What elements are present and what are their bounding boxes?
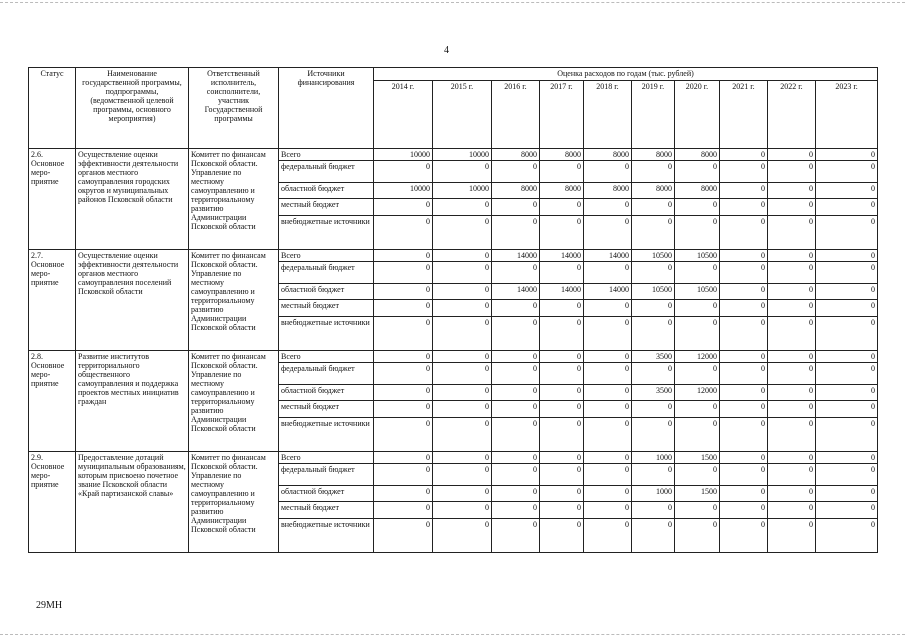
amount-cell: 0 [720,216,768,250]
amount-cell: 0 [816,199,878,216]
amount-cell: 0 [540,216,584,250]
amount-cell: 0 [433,486,492,502]
header-year: 2020 г. [675,81,720,149]
amount-cell: 0 [492,519,540,553]
amount-cell: 10000 [374,183,433,199]
amount-cell: 8000 [584,183,632,199]
amount-cell: 0 [540,199,584,216]
amount-cell: 10000 [433,149,492,161]
amount-cell: 0 [374,418,433,452]
amount-cell: 0 [433,300,492,317]
funding-source-cell: федеральный бюджет [279,262,374,284]
amount-cell: 0 [374,401,433,418]
amount-cell: 0 [492,317,540,351]
amount-cell: 10500 [632,250,675,262]
amount-cell: 14000 [492,284,540,300]
amount-cell: 0 [540,502,584,519]
amount-cell: 0 [768,199,816,216]
amount-cell: 0 [720,363,768,385]
amount-cell: 0 [675,300,720,317]
amount-cell: 14000 [584,284,632,300]
header-year: 2022 г. [768,81,816,149]
status-cell: 2.8. Основное меро- приятие [29,351,76,452]
amount-cell: 0 [816,216,878,250]
responsible-cell: Комитет по финансам Псковской области. Управление по местному самоуправлению и территориальному развитию Администрации Псковской области [189,351,279,452]
amount-cell: 0 [584,486,632,502]
amount-cell: 10500 [675,284,720,300]
amount-cell: 0 [720,183,768,199]
amount-cell: 0 [433,464,492,486]
amount-cell: 0 [768,262,816,284]
amount-cell: 0 [768,401,816,418]
amount-cell: 0 [816,519,878,553]
amount-cell: 0 [433,351,492,363]
amount-cell: 0 [632,401,675,418]
amount-cell: 0 [374,486,433,502]
amount-cell: 0 [720,351,768,363]
amount-cell: 0 [540,486,584,502]
amount-cell: 8000 [675,149,720,161]
amount-cell: 0 [374,363,433,385]
amount-cell: 0 [492,216,540,250]
amount-cell: 0 [374,464,433,486]
amount-cell: 0 [632,519,675,553]
amount-cell: 0 [632,502,675,519]
amount-cell: 0 [632,199,675,216]
amount-cell: 0 [768,183,816,199]
status-cell: 2.7. Основное меро- приятие [29,250,76,351]
funding-source-cell: Всего [279,250,374,262]
amount-cell: 0 [492,199,540,216]
amount-cell: 0 [768,502,816,519]
program-name-cell: Предоставление дотаций муниципальным образованиям, которым присвоено почетное звание Псковской области «Край партизанской славы» [76,452,189,553]
amount-cell: 0 [492,401,540,418]
amount-cell: 0 [768,363,816,385]
amount-cell: 0 [584,418,632,452]
amount-cell: 0 [584,351,632,363]
amount-cell: 3500 [632,351,675,363]
amount-cell: 0 [374,216,433,250]
amount-cell: 0 [584,161,632,183]
amount-cell: 0 [374,250,433,262]
amount-cell: 0 [584,317,632,351]
amount-cell: 0 [492,502,540,519]
amount-cell: 10500 [675,250,720,262]
amount-cell: 10500 [632,284,675,300]
amount-cell: 0 [720,418,768,452]
amount-cell: 0 [433,216,492,250]
amount-cell: 8000 [675,183,720,199]
amount-cell: 0 [374,519,433,553]
amount-cell: 0 [584,401,632,418]
amount-cell: 0 [433,317,492,351]
header-responsible: Ответственный исполнитель, соисполнители, участник Государственной программы [189,68,279,149]
amount-cell: 0 [816,464,878,486]
funding-source-cell: внебюджетные источники [279,519,374,553]
header-year: 2019 г. [632,81,675,149]
amount-cell: 0 [540,161,584,183]
amount-cell: 14000 [584,250,632,262]
amount-cell: 0 [632,363,675,385]
amount-cell: 8000 [492,149,540,161]
amount-cell: 0 [816,418,878,452]
amount-cell: 0 [675,216,720,250]
amount-cell: 0 [720,452,768,464]
amount-cell: 0 [433,502,492,519]
program-name-cell: Осуществление оценки эффективности деятельности органов местного самоуправления поселений Псковской области [76,250,189,351]
header-row-1 [29,68,878,81]
amount-cell: 0 [540,452,584,464]
amount-cell: 0 [433,418,492,452]
amount-cell: 0 [540,363,584,385]
amount-cell: 0 [584,199,632,216]
amount-cell: 0 [374,199,433,216]
funding-source-cell: Всего [279,452,374,464]
amount-cell: 0 [720,464,768,486]
amount-cell: 10000 [374,149,433,161]
amount-cell: 0 [540,464,584,486]
amount-cell: 0 [675,418,720,452]
amount-cell: 0 [433,385,492,401]
amount-cell: 0 [584,519,632,553]
amount-cell: 0 [768,284,816,300]
amount-cell: 1500 [675,452,720,464]
amount-cell: 0 [492,464,540,486]
amount-cell: 0 [540,385,584,401]
amount-cell: 0 [816,502,878,519]
amount-cell: 0 [816,317,878,351]
amount-cell: 0 [374,502,433,519]
amount-cell: 0 [720,284,768,300]
funding-source-cell: внебюджетные источники [279,216,374,250]
amount-cell: 14000 [540,284,584,300]
amount-cell: 0 [768,385,816,401]
amount-cell: 0 [720,385,768,401]
amount-cell: 0 [540,351,584,363]
amount-cell: 0 [720,317,768,351]
amount-cell: 0 [433,401,492,418]
responsible-cell: Комитет по финансам Псковской области. Управление по местному самоуправлению и территориальному развитию Администрации Псковской области [189,149,279,250]
amount-cell: 0 [720,262,768,284]
amount-cell: 10000 [433,183,492,199]
footer-code: 29МН [36,600,63,611]
amount-cell: 0 [374,452,433,464]
amount-cell: 0 [374,284,433,300]
amount-cell: 14000 [540,250,584,262]
amount-cell: 0 [768,486,816,502]
header-status: Статус [29,68,76,149]
amount-cell: 0 [374,300,433,317]
amount-cell: 0 [433,519,492,553]
amount-cell: 0 [675,199,720,216]
amount-cell: 0 [584,385,632,401]
amount-cell: 0 [720,149,768,161]
amount-cell: 0 [492,418,540,452]
funding-source-cell: федеральный бюджет [279,161,374,183]
funding-source-cell: федеральный бюджет [279,464,374,486]
amount-cell: 0 [433,250,492,262]
amount-cell: 0 [816,486,878,502]
amount-cell: 0 [584,216,632,250]
amount-cell: 0 [632,317,675,351]
amount-cell: 0 [768,351,816,363]
amount-cell: 0 [632,161,675,183]
amount-cell: 8000 [492,183,540,199]
amount-cell: 0 [768,519,816,553]
amount-cell: 0 [433,452,492,464]
header-year: 2021 г. [720,81,768,149]
header-expenses: Оценка расходов по годам (тыс. рублей) [374,68,878,81]
amount-cell: 0 [632,216,675,250]
amount-cell: 0 [433,161,492,183]
amount-cell: 0 [768,452,816,464]
amount-cell: 0 [720,486,768,502]
amount-cell: 0 [433,262,492,284]
amount-cell: 0 [492,300,540,317]
amount-cell: 0 [632,464,675,486]
amount-cell: 0 [720,502,768,519]
amount-cell: 0 [374,351,433,363]
table-row [29,250,878,262]
header-name: Наименование государственной программы, подпрограммы, (ведомственной целевой программы, основного мероприятия) [76,68,189,149]
amount-cell: 0 [433,284,492,300]
amount-cell: 0 [768,149,816,161]
amount-cell: 0 [540,418,584,452]
amount-cell: 0 [675,161,720,183]
amount-cell: 0 [492,262,540,284]
amount-cell: 0 [584,262,632,284]
header-sources: Источники финансирования [279,68,374,149]
status-cell: 2.6. Основное меро- приятие [29,149,76,250]
funding-source-cell: Всего [279,149,374,161]
amount-cell: 0 [632,300,675,317]
amount-cell: 0 [492,363,540,385]
amount-cell: 0 [492,161,540,183]
table-row [29,452,878,464]
header-year: 2018 г. [584,81,632,149]
amount-cell: 0 [632,418,675,452]
amount-cell: 0 [768,464,816,486]
amount-cell: 0 [720,401,768,418]
amount-cell: 0 [675,519,720,553]
page-number: 4 [444,45,449,56]
table-row [29,351,878,363]
amount-cell: 0 [816,452,878,464]
program-name-cell: Осуществление оценки эффективности деятельности органов местного самоуправления городских округов и муниципальных районов Псковской области [76,149,189,250]
amount-cell: 0 [374,161,433,183]
amount-cell: 0 [492,351,540,363]
amount-cell: 0 [816,161,878,183]
funding-source-cell: федеральный бюджет [279,363,374,385]
responsible-cell: Комитет по финансам Псковской области. Управление по местному самоуправлению и территориальному развитию Администрации Псковской области [189,250,279,351]
amount-cell: 0 [768,317,816,351]
amount-cell: 1000 [632,452,675,464]
amount-cell: 0 [492,385,540,401]
status-cell: 2.9. Основное меро- приятие [29,452,76,553]
amount-cell: 14000 [492,250,540,262]
amount-cell: 0 [816,300,878,317]
amount-cell: 3500 [632,385,675,401]
amount-cell: 0 [540,262,584,284]
amount-cell: 8000 [540,149,584,161]
amount-cell: 0 [816,262,878,284]
amount-cell: 0 [540,519,584,553]
funding-source-cell: Всего [279,351,374,363]
budget-table [28,67,878,553]
amount-cell: 0 [816,351,878,363]
amount-cell: 0 [540,401,584,418]
amount-cell: 0 [675,464,720,486]
amount-cell: 12000 [675,351,720,363]
amount-cell: 0 [816,183,878,199]
funding-source-cell: внебюджетные источники [279,317,374,351]
funding-source-cell: местный бюджет [279,401,374,418]
funding-source-cell: местный бюджет [279,502,374,519]
amount-cell: 0 [720,250,768,262]
amount-cell: 0 [768,216,816,250]
amount-cell: 0 [816,363,878,385]
amount-cell: 0 [675,262,720,284]
amount-cell: 0 [374,262,433,284]
amount-cell: 0 [816,250,878,262]
amount-cell: 0 [584,464,632,486]
amount-cell: 0 [768,250,816,262]
amount-cell: 8000 [632,149,675,161]
table-row [29,149,878,161]
amount-cell: 1500 [675,486,720,502]
amount-cell: 0 [492,486,540,502]
funding-source-cell: внебюджетные источники [279,418,374,452]
amount-cell: 0 [720,199,768,216]
bottom-scan-edge [0,634,905,635]
funding-source-cell: областной бюджет [279,284,374,300]
amount-cell: 0 [584,452,632,464]
amount-cell: 0 [768,161,816,183]
top-scan-edge [0,2,905,3]
amount-cell: 0 [675,502,720,519]
header-year: 2017 г. [540,81,584,149]
amount-cell: 0 [433,199,492,216]
program-name-cell: Развитие институтов территориального общественного самоуправления и поддержка проектов местных инициатив граждан [76,351,189,452]
responsible-cell: Комитет по финансам Псковской области. Управление по местному самоуправлению и территориальному развитию Администрации Псковской области [189,452,279,553]
amount-cell: 0 [584,502,632,519]
amount-cell: 0 [540,317,584,351]
amount-cell: 0 [816,401,878,418]
amount-cell: 1000 [632,486,675,502]
funding-source-cell: областной бюджет [279,486,374,502]
amount-cell: 12000 [675,385,720,401]
amount-cell: 0 [675,317,720,351]
amount-cell: 0 [816,149,878,161]
amount-cell: 0 [720,161,768,183]
amount-cell: 0 [632,262,675,284]
table-body [29,149,878,553]
header-year: 2016 г. [492,81,540,149]
amount-cell: 0 [675,401,720,418]
amount-cell: 0 [584,300,632,317]
amount-cell: 8000 [584,149,632,161]
amount-cell: 0 [675,363,720,385]
amount-cell: 8000 [540,183,584,199]
amount-cell: 0 [374,385,433,401]
funding-source-cell: областной бюджет [279,183,374,199]
amount-cell: 0 [768,300,816,317]
amount-cell: 0 [433,363,492,385]
amount-cell: 8000 [632,183,675,199]
funding-source-cell: областной бюджет [279,385,374,401]
amount-cell: 0 [720,519,768,553]
header-year: 2023 г. [816,81,878,149]
amount-cell: 0 [768,418,816,452]
header-year: 2015 г. [433,81,492,149]
amount-cell: 0 [540,300,584,317]
funding-source-cell: местный бюджет [279,199,374,216]
amount-cell: 0 [374,317,433,351]
header-year: 2014 г. [374,81,433,149]
funding-source-cell: местный бюджет [279,300,374,317]
amount-cell: 0 [720,300,768,317]
amount-cell: 0 [816,385,878,401]
amount-cell: 0 [816,284,878,300]
amount-cell: 0 [492,452,540,464]
amount-cell: 0 [584,363,632,385]
